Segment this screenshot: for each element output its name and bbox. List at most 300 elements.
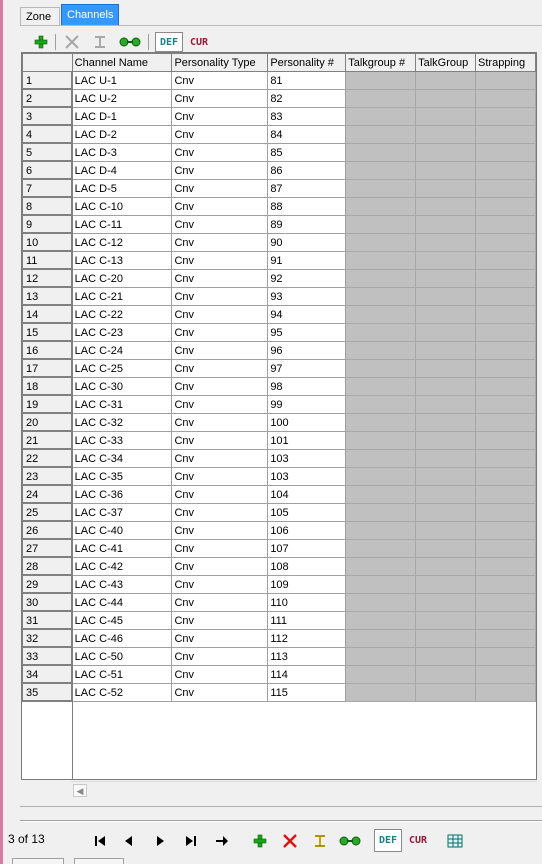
table-row[interactable] bbox=[23, 144, 536, 162]
personality-number-cell[interactable]: 89 bbox=[268, 216, 346, 234]
table-row[interactable] bbox=[23, 162, 536, 180]
channel-name-cell[interactable]: LAC C-10 bbox=[72, 198, 172, 216]
talkgroup-number-cell bbox=[346, 666, 416, 684]
insert-row-button-bottom[interactable] bbox=[308, 829, 331, 852]
strapping-cell bbox=[476, 90, 536, 108]
talkgroup-number-cell bbox=[346, 126, 416, 144]
strapping-cell bbox=[476, 72, 536, 90]
row-number-cell[interactable]: 11 bbox=[23, 252, 73, 270]
personality-number-cell[interactable]: 105 bbox=[268, 504, 346, 522]
strapping-cell bbox=[476, 144, 536, 162]
strapping-cell bbox=[476, 612, 536, 630]
channel-name-cell[interactable]: LAC C-30 bbox=[72, 378, 172, 396]
table-row[interactable] bbox=[23, 558, 536, 576]
strapping-cell bbox=[476, 414, 536, 432]
talkgroup-cell bbox=[416, 288, 476, 306]
personality-type-cell[interactable]: Cnv bbox=[172, 576, 268, 594]
strapping-cell bbox=[476, 486, 536, 504]
table-row[interactable] bbox=[23, 540, 536, 558]
table-row[interactable] bbox=[23, 324, 536, 342]
insert-icon bbox=[93, 35, 107, 49]
strapping-cell bbox=[476, 216, 536, 234]
column-header-personality-number[interactable]: Personality # bbox=[268, 54, 346, 72]
talkgroup-number-cell bbox=[346, 522, 416, 540]
personality-type-cell[interactable]: Cnv bbox=[172, 252, 268, 270]
channel-name-cell[interactable]: LAC C-23 bbox=[72, 324, 172, 342]
channel-name-cell[interactable]: LAC U-1 bbox=[72, 72, 172, 90]
channel-name-cell[interactable]: LAC C-20 bbox=[72, 270, 172, 288]
row-number-cell[interactable]: 23 bbox=[23, 468, 73, 486]
table-row[interactable] bbox=[23, 306, 536, 324]
talkgroup-number-cell bbox=[346, 252, 416, 270]
personality-number-cell[interactable]: 88 bbox=[268, 198, 346, 216]
row-number-cell[interactable]: 15 bbox=[23, 324, 73, 342]
talkgroup-cell bbox=[416, 378, 476, 396]
talkgroup-cell bbox=[416, 684, 476, 702]
cur-button[interactable] bbox=[185, 32, 213, 52]
personality-type-cell[interactable]: Cnv bbox=[172, 342, 268, 360]
personality-type-cell[interactable]: Cnv bbox=[172, 108, 268, 126]
channel-name-cell[interactable]: LAC D-3 bbox=[72, 144, 172, 162]
row-number-cell[interactable]: 19 bbox=[23, 396, 73, 414]
personality-number-cell[interactable]: 87 bbox=[268, 180, 346, 198]
row-number-cell[interactable]: 5 bbox=[23, 144, 73, 162]
talkgroup-cell bbox=[416, 126, 476, 144]
channel-name-cell[interactable]: LAC C-32 bbox=[72, 414, 172, 432]
table-row[interactable] bbox=[23, 576, 536, 594]
personality-type-cell[interactable]: Cnv bbox=[172, 72, 268, 90]
talkgroup-cell bbox=[416, 234, 476, 252]
strapping-cell bbox=[476, 630, 536, 648]
row-number-cell[interactable]: 17 bbox=[23, 360, 73, 378]
table-row[interactable] bbox=[23, 270, 536, 288]
talkgroup-number-cell bbox=[346, 648, 416, 666]
personality-type-cell[interactable]: Cnv bbox=[172, 162, 268, 180]
table-row[interactable] bbox=[23, 234, 536, 252]
personality-type-cell[interactable]: Cnv bbox=[172, 216, 268, 234]
row-number-cell[interactable]: 21 bbox=[23, 432, 73, 450]
def-button-bottom[interactable] bbox=[374, 829, 402, 852]
row-number-cell[interactable]: 22 bbox=[23, 450, 73, 468]
table-row[interactable] bbox=[23, 216, 536, 234]
copy-icon bbox=[339, 835, 361, 847]
row-number-cell[interactable]: 3 bbox=[23, 108, 73, 126]
strapping-cell bbox=[476, 576, 536, 594]
row-number-cell[interactable]: 32 bbox=[23, 630, 73, 648]
table-row[interactable] bbox=[23, 630, 536, 648]
personality-number-cell[interactable]: 91 bbox=[268, 252, 346, 270]
channel-name-cell[interactable]: LAC C-22 bbox=[72, 306, 172, 324]
channel-name-cell[interactable]: LAC C-37 bbox=[72, 504, 172, 522]
personality-type-cell[interactable]: Cnv bbox=[172, 288, 268, 306]
table-row[interactable] bbox=[23, 126, 536, 144]
strapping-cell bbox=[476, 360, 536, 378]
talkgroup-number-cell bbox=[346, 180, 416, 198]
table-row[interactable] bbox=[23, 594, 536, 612]
strapping-cell bbox=[476, 162, 536, 180]
talkgroup-number-cell bbox=[346, 324, 416, 342]
personality-number-cell[interactable]: 106 bbox=[268, 522, 346, 540]
talkgroup-cell bbox=[416, 252, 476, 270]
column-header-talkgroup-number[interactable]: Talkgroup # bbox=[346, 54, 416, 72]
table-row[interactable] bbox=[23, 378, 536, 396]
channel-name-cell[interactable]: LAC C-41 bbox=[72, 540, 172, 558]
personality-type-cell[interactable]: Cnv bbox=[172, 270, 268, 288]
channel-name-cell[interactable]: LAC C-11 bbox=[72, 216, 172, 234]
personality-type-cell[interactable]: Cnv bbox=[172, 414, 268, 432]
scroll-left-icon[interactable]: ◀ bbox=[73, 784, 87, 797]
personality-number-cell[interactable]: 98 bbox=[268, 378, 346, 396]
personality-type-cell[interactable]: Cnv bbox=[172, 126, 268, 144]
goto-icon bbox=[215, 835, 229, 847]
channel-name-cell[interactable]: LAC C-52 bbox=[72, 684, 172, 702]
bottom-tab[interactable] bbox=[74, 858, 124, 864]
personality-number-cell[interactable]: 111 bbox=[268, 612, 346, 630]
talkgroup-number-cell bbox=[346, 558, 416, 576]
table-row[interactable] bbox=[23, 252, 536, 270]
table-row[interactable] bbox=[23, 504, 536, 522]
row-number-cell[interactable]: 25 bbox=[23, 504, 73, 522]
goto-record-button[interactable] bbox=[210, 829, 233, 852]
personality-type-cell[interactable]: Cnv bbox=[172, 90, 268, 108]
tab-zone[interactable]: Zone bbox=[20, 7, 60, 26]
personality-type-cell[interactable]: Cnv bbox=[172, 198, 268, 216]
personality-type-cell[interactable]: Cnv bbox=[172, 306, 268, 324]
add-icon bbox=[253, 834, 267, 848]
last-record-button[interactable] bbox=[179, 829, 202, 852]
first-record-button[interactable] bbox=[88, 829, 111, 852]
talkgroup-cell bbox=[416, 90, 476, 108]
talkgroup-cell bbox=[416, 162, 476, 180]
row-number-cell[interactable]: 26 bbox=[23, 522, 73, 540]
personality-type-cell[interactable]: Cnv bbox=[172, 594, 268, 612]
talkgroup-number-cell bbox=[346, 504, 416, 522]
table-view-button[interactable] bbox=[443, 829, 466, 852]
channel-name-cell[interactable]: LAC C-24 bbox=[72, 342, 172, 360]
talkgroup-cell bbox=[416, 396, 476, 414]
table-row[interactable] bbox=[23, 432, 536, 450]
personality-number-cell[interactable]: 95 bbox=[268, 324, 346, 342]
personality-number-cell[interactable]: 97 bbox=[268, 360, 346, 378]
channel-name-cell[interactable]: LAC C-40 bbox=[72, 522, 172, 540]
copy-row-button-bottom[interactable] bbox=[336, 829, 364, 852]
personality-type-cell[interactable]: Cnv bbox=[172, 486, 268, 504]
talkgroup-number-cell bbox=[346, 270, 416, 288]
personality-type-cell[interactable]: Cnv bbox=[172, 396, 268, 414]
personality-number-cell[interactable]: 96 bbox=[268, 342, 346, 360]
column-header-talkgroup[interactable]: TalkGroup bbox=[416, 54, 476, 72]
strapping-cell bbox=[476, 558, 536, 576]
table-row[interactable] bbox=[23, 342, 536, 360]
table-row[interactable] bbox=[23, 180, 536, 198]
personality-type-cell[interactable]: Cnv bbox=[172, 144, 268, 162]
table-row[interactable] bbox=[23, 666, 536, 684]
personality-number-cell[interactable]: 99 bbox=[268, 396, 346, 414]
personality-type-cell[interactable]: Cnv bbox=[172, 540, 268, 558]
channel-name-cell[interactable]: LAC U-2 bbox=[72, 90, 172, 108]
personality-number-cell[interactable]: 113 bbox=[268, 648, 346, 666]
talkgroup-number-cell bbox=[346, 162, 416, 180]
talkgroup-number-cell bbox=[346, 216, 416, 234]
table-row[interactable] bbox=[23, 288, 536, 306]
channel-name-cell[interactable]: LAC C-34 bbox=[72, 450, 172, 468]
strapping-cell bbox=[476, 252, 536, 270]
table-row[interactable] bbox=[23, 360, 536, 378]
row-number-cell[interactable]: 14 bbox=[23, 306, 73, 324]
channel-name-cell[interactable]: LAC C-33 bbox=[72, 432, 172, 450]
personality-number-cell[interactable]: 115 bbox=[268, 684, 346, 702]
channel-name-cell[interactable]: LAC D-4 bbox=[72, 162, 172, 180]
personality-number-cell[interactable]: 112 bbox=[268, 630, 346, 648]
personality-type-cell[interactable]: Cnv bbox=[172, 180, 268, 198]
table-row[interactable] bbox=[23, 486, 536, 504]
table-row[interactable] bbox=[23, 450, 536, 468]
talkgroup-cell bbox=[416, 270, 476, 288]
table-row[interactable] bbox=[23, 522, 536, 540]
talkgroup-number-cell bbox=[346, 576, 416, 594]
column-header-personality-type[interactable]: Personality Type bbox=[172, 54, 268, 72]
delete-icon bbox=[282, 833, 298, 849]
strapping-cell bbox=[476, 594, 536, 612]
insert-row-button[interactable] bbox=[89, 32, 111, 52]
table-row[interactable] bbox=[23, 108, 536, 126]
strapping-cell bbox=[476, 684, 536, 702]
personality-type-cell[interactable]: Cnv bbox=[172, 504, 268, 522]
personality-number-cell[interactable]: 100 bbox=[268, 414, 346, 432]
toolbar-separator bbox=[148, 34, 149, 50]
copy-row-button[interactable] bbox=[117, 32, 143, 52]
channel-name-cell[interactable]: LAC C-46 bbox=[72, 630, 172, 648]
personality-type-cell[interactable]: Cnv bbox=[172, 360, 268, 378]
talkgroup-number-cell bbox=[346, 684, 416, 702]
prev-icon bbox=[123, 835, 135, 847]
personality-type-cell[interactable]: Cnv bbox=[172, 684, 268, 702]
channel-name-cell[interactable]: LAC D-2 bbox=[72, 126, 172, 144]
strapping-cell bbox=[476, 306, 536, 324]
personality-type-cell[interactable]: Cnv bbox=[172, 324, 268, 342]
personality-number-cell[interactable]: 93 bbox=[268, 288, 346, 306]
strapping-cell bbox=[476, 198, 536, 216]
talkgroup-number-cell bbox=[346, 72, 416, 90]
personality-number-cell[interactable]: 84 bbox=[268, 126, 346, 144]
talkgroup-number-cell bbox=[346, 306, 416, 324]
row-number-cell[interactable]: 27 bbox=[23, 540, 73, 558]
talkgroup-cell bbox=[416, 522, 476, 540]
talkgroup-cell bbox=[416, 360, 476, 378]
channel-name-cell[interactable]: LAC C-50 bbox=[72, 648, 172, 666]
table-row[interactable] bbox=[23, 684, 536, 702]
personality-number-cell[interactable]: 86 bbox=[268, 162, 346, 180]
row-number-cell[interactable]: 9 bbox=[23, 216, 73, 234]
row-number-cell[interactable]: 33 bbox=[23, 648, 73, 666]
talkgroup-number-cell bbox=[346, 396, 416, 414]
divider bbox=[20, 806, 542, 807]
talkgroup-number-cell bbox=[346, 432, 416, 450]
personality-number-cell[interactable]: 92 bbox=[268, 270, 346, 288]
table-body bbox=[23, 72, 536, 702]
tab-divider bbox=[20, 25, 542, 26]
channel-name-cell[interactable]: LAC C-21 bbox=[72, 288, 172, 306]
channel-name-cell[interactable]: LAC C-12 bbox=[72, 234, 172, 252]
row-number-cell[interactable]: 7 bbox=[23, 180, 73, 198]
page-indicator: 3 of 13 bbox=[8, 832, 45, 846]
channel-name-cell[interactable]: LAC C-42 bbox=[72, 558, 172, 576]
personality-type-cell[interactable]: Cnv bbox=[172, 468, 268, 486]
delete-row-button-bottom[interactable] bbox=[278, 829, 301, 852]
talkgroup-cell bbox=[416, 306, 476, 324]
row-number-cell[interactable]: 2 bbox=[23, 90, 73, 108]
copy-icon bbox=[119, 36, 141, 48]
row-number-cell[interactable]: 4 bbox=[23, 126, 73, 144]
next-icon bbox=[154, 835, 166, 847]
personality-type-cell[interactable]: Cnv bbox=[172, 666, 268, 684]
row-number-cell[interactable]: 1 bbox=[23, 72, 73, 90]
next-record-button[interactable] bbox=[148, 829, 171, 852]
talkgroup-cell bbox=[416, 342, 476, 360]
talkgroup-cell bbox=[416, 450, 476, 468]
talkgroup-cell bbox=[416, 468, 476, 486]
header-row bbox=[23, 54, 536, 72]
delete-row-button[interactable] bbox=[61, 32, 83, 52]
personality-number-cell[interactable]: 85 bbox=[268, 144, 346, 162]
strapping-cell bbox=[476, 648, 536, 666]
corner-cell[interactable] bbox=[23, 54, 73, 72]
tab-channels[interactable]: Channels bbox=[61, 4, 119, 25]
personality-number-cell[interactable]: 114 bbox=[268, 666, 346, 684]
talkgroup-cell bbox=[416, 594, 476, 612]
talkgroup-number-cell bbox=[346, 198, 416, 216]
talkgroup-number-cell bbox=[346, 144, 416, 162]
row-number-cell[interactable]: 31 bbox=[23, 612, 73, 630]
personality-number-cell[interactable]: 82 bbox=[268, 90, 346, 108]
talkgroup-cell bbox=[416, 144, 476, 162]
row-number-cell[interactable]: 28 bbox=[23, 558, 73, 576]
strapping-cell bbox=[476, 126, 536, 144]
personality-type-cell[interactable]: Cnv bbox=[172, 522, 268, 540]
row-number-cell[interactable]: 30 bbox=[23, 594, 73, 612]
channel-name-cell[interactable]: LAC C-51 bbox=[72, 666, 172, 684]
strapping-cell bbox=[476, 270, 536, 288]
row-number-cell[interactable]: 13 bbox=[23, 288, 73, 306]
talkgroup-cell bbox=[416, 180, 476, 198]
personality-number-cell[interactable]: 109 bbox=[268, 576, 346, 594]
add-row-button-bottom[interactable] bbox=[248, 829, 271, 852]
channel-name-cell[interactable]: LAC C-44 bbox=[72, 594, 172, 612]
channel-name-cell[interactable]: LAC C-13 bbox=[72, 252, 172, 270]
bottom-tab[interactable] bbox=[12, 858, 64, 864]
row-number-cell[interactable]: 18 bbox=[23, 378, 73, 396]
row-number-cell[interactable]: 16 bbox=[23, 342, 73, 360]
strapping-cell bbox=[476, 288, 536, 306]
personality-type-cell[interactable]: Cnv bbox=[172, 648, 268, 666]
personality-number-cell[interactable]: 94 bbox=[268, 306, 346, 324]
first-icon bbox=[94, 835, 106, 847]
talkgroup-number-cell bbox=[346, 450, 416, 468]
talkgroup-number-cell bbox=[346, 468, 416, 486]
channels-table bbox=[22, 53, 536, 702]
personality-number-cell[interactable]: 107 bbox=[268, 540, 346, 558]
table-row[interactable] bbox=[23, 72, 536, 90]
column-header-strapping[interactable]: Strapping bbox=[476, 54, 536, 72]
personality-type-cell[interactable]: Cnv bbox=[172, 234, 268, 252]
personality-number-cell[interactable]: 101 bbox=[268, 432, 346, 450]
talkgroup-number-cell bbox=[346, 612, 416, 630]
cur-button-bottom[interactable] bbox=[404, 829, 432, 852]
personality-number-cell[interactable]: 90 bbox=[268, 234, 346, 252]
personality-type-cell[interactable]: Cnv bbox=[172, 612, 268, 630]
personality-number-cell[interactable]: 103 bbox=[268, 450, 346, 468]
add-row-button[interactable] bbox=[30, 32, 52, 52]
row-number-cell[interactable]: 8 bbox=[23, 198, 73, 216]
talkgroup-cell bbox=[416, 576, 476, 594]
personality-type-cell[interactable]: Cnv bbox=[172, 558, 268, 576]
toolbar-separator bbox=[55, 34, 56, 50]
personality-type-cell[interactable]: Cnv bbox=[172, 378, 268, 396]
row-number-cell[interactable]: 24 bbox=[23, 486, 73, 504]
horizontal-scrollbar[interactable] bbox=[71, 781, 537, 799]
personality-type-cell[interactable]: Cnv bbox=[172, 630, 268, 648]
personality-number-cell[interactable]: 108 bbox=[268, 558, 346, 576]
channel-name-cell[interactable]: LAC C-36 bbox=[72, 486, 172, 504]
row-number-cell[interactable]: 6 bbox=[23, 162, 73, 180]
channel-name-cell[interactable]: LAC D-1 bbox=[72, 108, 172, 126]
personality-number-cell[interactable]: 103 bbox=[268, 468, 346, 486]
def-button[interactable] bbox=[155, 32, 183, 52]
row-number-cell[interactable]: 34 bbox=[23, 666, 73, 684]
column-header-channel-name[interactable]: Channel Name bbox=[72, 54, 172, 72]
channel-name-cell[interactable]: LAC C-25 bbox=[72, 360, 172, 378]
talkgroup-cell bbox=[416, 216, 476, 234]
table-row[interactable] bbox=[23, 198, 536, 216]
channel-name-cell[interactable]: LAC C-43 bbox=[72, 576, 172, 594]
row-number-cell[interactable]: 20 bbox=[23, 414, 73, 432]
def-icon: DEF bbox=[159, 36, 179, 48]
table-icon bbox=[447, 834, 463, 848]
talkgroup-cell bbox=[416, 108, 476, 126]
personality-number-cell[interactable]: 83 bbox=[268, 108, 346, 126]
row-number-cell[interactable]: 29 bbox=[23, 576, 73, 594]
channel-name-cell[interactable]: LAC C-31 bbox=[72, 396, 172, 414]
table-row[interactable] bbox=[23, 90, 536, 108]
table-row[interactable] bbox=[23, 414, 536, 432]
personality-type-cell[interactable]: Cnv bbox=[172, 432, 268, 450]
row-number-cell[interactable]: 35 bbox=[23, 684, 73, 702]
personality-number-cell[interactable]: 104 bbox=[268, 486, 346, 504]
table-row[interactable] bbox=[23, 648, 536, 666]
channel-name-cell[interactable]: LAC C-35 bbox=[72, 468, 172, 486]
table-row[interactable] bbox=[23, 396, 536, 414]
previous-record-button[interactable] bbox=[117, 829, 140, 852]
talkgroup-number-cell bbox=[346, 342, 416, 360]
channel-name-cell[interactable]: LAC C-45 bbox=[72, 612, 172, 630]
personality-number-cell[interactable]: 81 bbox=[268, 72, 346, 90]
row-number-cell[interactable]: 10 bbox=[23, 234, 73, 252]
talkgroup-cell bbox=[416, 540, 476, 558]
talkgroup-cell bbox=[416, 72, 476, 90]
row-number-cell[interactable]: 12 bbox=[23, 270, 73, 288]
cur-icon: CUR bbox=[189, 36, 209, 48]
divider bbox=[20, 820, 542, 822]
delete-icon bbox=[64, 34, 80, 50]
personality-type-cell[interactable]: Cnv bbox=[172, 450, 268, 468]
table-row[interactable] bbox=[23, 468, 536, 486]
strapping-cell bbox=[476, 522, 536, 540]
channel-name-cell[interactable]: LAC D-5 bbox=[72, 180, 172, 198]
table-row[interactable] bbox=[23, 612, 536, 630]
strapping-cell bbox=[476, 234, 536, 252]
personality-number-cell[interactable]: 110 bbox=[268, 594, 346, 612]
talkgroup-cell bbox=[416, 630, 476, 648]
